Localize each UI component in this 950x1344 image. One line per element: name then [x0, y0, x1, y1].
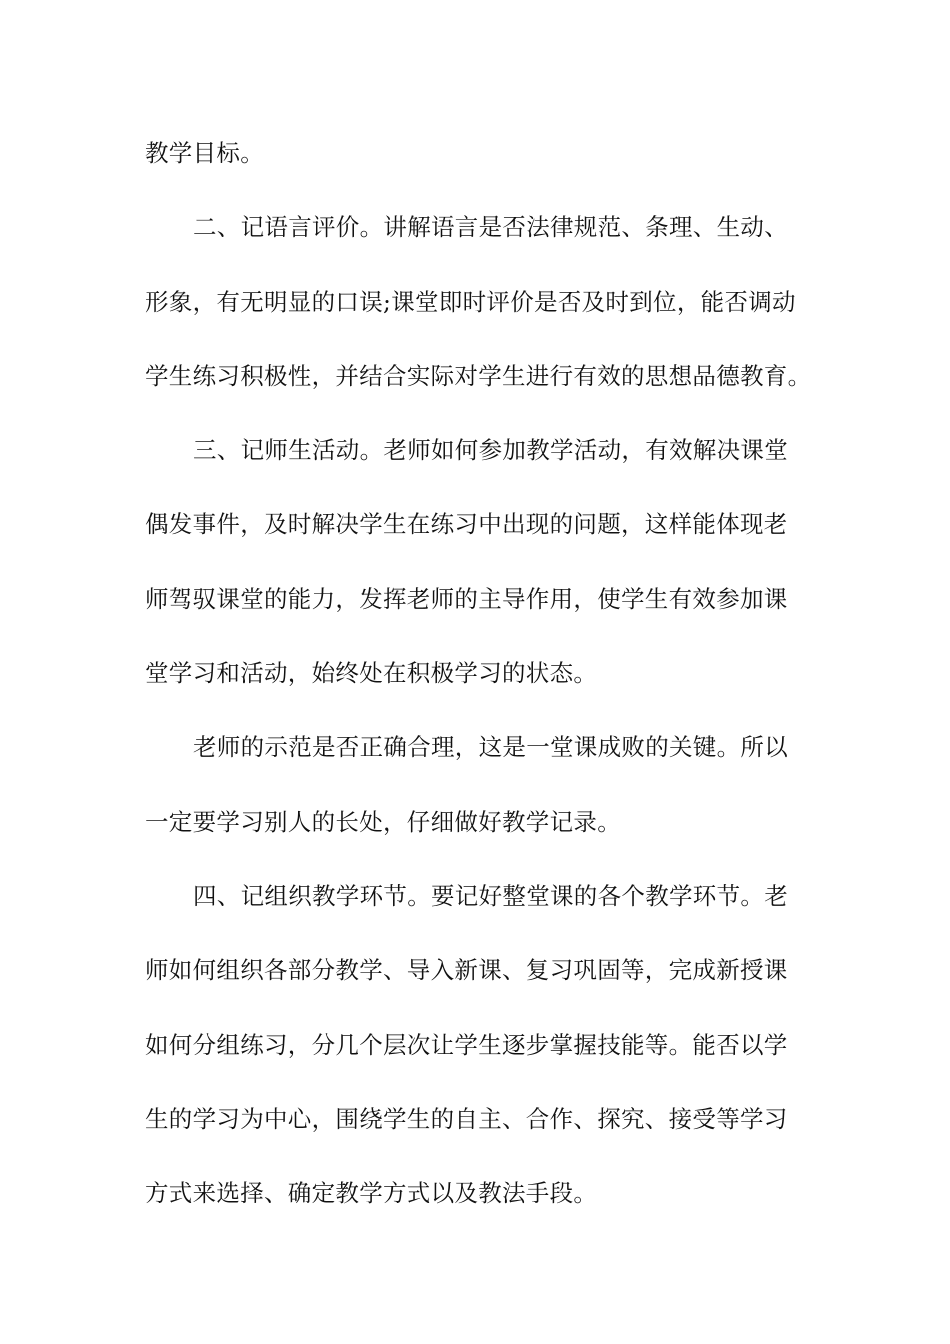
text-line: 师驾驭课堂的能力，发挥老师的主导作用，使学生有效参加课 [145, 585, 788, 613]
text-line: 生的学习为中心，围绕学生的自主、合作、探究、接受等学习 [145, 1105, 788, 1133]
text-line: 师如何组织各部分教学、导入新课、复习巩固等，完成新授课 [145, 956, 788, 984]
text-line: 教学目标。 [145, 139, 264, 167]
text-line: 方式来选择、确定教学方式以及教法手段。 [145, 1179, 598, 1207]
text-line: 学生练习积极性，并结合实际对学生进行有效的思想品德教育。 [145, 362, 812, 390]
text-line: 四、记组织教学环节。要记好整堂课的各个教学环节。老 [193, 882, 788, 910]
text-line: 二、记语言评价。讲解语言是否法律规范、条理、生动、 [193, 213, 788, 241]
text-line: 老师的示范是否正确合理，这是一堂课成败的关键。所以 [193, 733, 788, 761]
text-line: 一定要学习别人的长处，仔细做好教学记录。 [145, 808, 621, 836]
text-line: 如何分组练习，分几个层次让学生逐步掌握技能等。能否以学 [145, 1031, 788, 1059]
text-line: 三、记师生活动。老师如何参加教学活动，有效解决课堂 [193, 436, 788, 464]
text-line: 堂学习和活动，始终处在积极学习的状态。 [145, 659, 598, 687]
text-line: 偶发事件，及时解决学生在练习中出现的问题，这样能体现老 [145, 510, 788, 538]
text-line: 形象，有无明显的口误;课堂即时评价是否及时到位，能否调动 [145, 288, 796, 316]
